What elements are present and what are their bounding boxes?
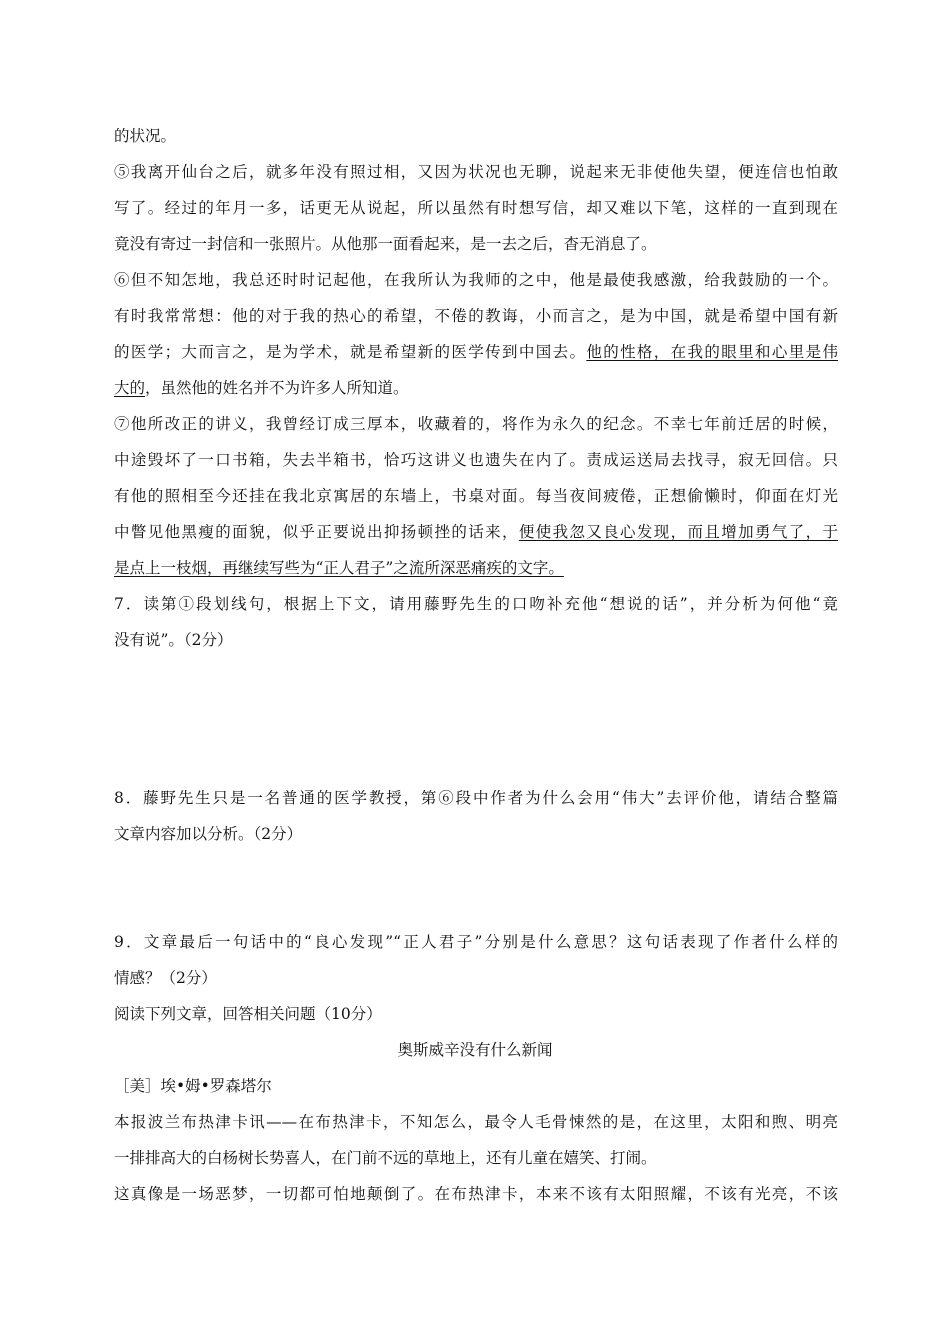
underlined-sentence: 便使我忽又良心发现，而且增加勇气了，于	[518, 523, 838, 541]
paragraph-6-text: 的医学；大而言之，是为学术，就是希望新的医学传到中国去。	[114, 343, 587, 361]
underlined-sentence: 大的	[114, 379, 146, 397]
question-7: 没有说”。（2分）	[114, 631, 233, 649]
reading-instruction: 阅读下列文章，回答相关问题（10分）	[114, 1005, 382, 1023]
question-9: 情感？（2分）	[114, 969, 217, 987]
paragraph-6-line	[114, 377, 409, 399]
paragraph-5-line: ⑤我离开仙台之后，就多年没有照过相，又因为状况也无聊，说起来无非使他失望，便连信也怕敢	[114, 163, 838, 181]
paragraph-7-line	[114, 521, 838, 543]
paragraph-7-text: 中瞥见他黑瘦的面貌，似乎正要说出抑扬顿挫的话来，	[114, 523, 519, 541]
article-paragraph-line: 这真像是一场恶梦，一切都可怕地颠倒了。在布热津卡，本来不该有太阳照耀，不该有光亮，不该	[114, 1185, 838, 1203]
paragraph-7-line	[114, 557, 564, 579]
paragraph-5-line: 竟没有寄过一封信和一张照片。从他那一面看起来，是一去之后，杳无消息了。	[114, 235, 657, 253]
question-8: 文章内容加以分析。（2分）	[114, 825, 303, 843]
paragraph-7-line: 中途毁坏了一口书箱，失去半箱书，恰巧这讲义也遗失在内了。责成运送局去找寻，寂无回信。只	[114, 451, 838, 469]
underlined-sentence: 他的性格，在我的眼里和心里是伟	[586, 343, 838, 361]
paragraph-6-text: ，虽然他的姓名并不为许多人所知道。	[145, 379, 409, 397]
paragraph-6-line	[114, 341, 838, 363]
paragraph-7-line: ⑦他所改正的讲义，我曾经订成三厚本，收藏着的，将作为永久的纪念。不幸七年前迁居的时候，	[114, 415, 838, 433]
article-paragraph-line: 一排排高大的白杨树长势喜人，在门前不远的草地上，还有儿童在嬉笑、打闹。	[114, 1149, 657, 1167]
text-line: 的状况。	[114, 127, 177, 145]
question-8: 8．藤野先生只是一名普通的医学教授，第⑥段中作者为什么会用“伟大”去评价他，请结合整篇	[114, 789, 838, 807]
article-author: ［美］埃•姆•罗森塔尔	[114, 1077, 272, 1095]
paragraph-6-line: ⑥但不知怎地，我总还时时记起他，在我所认为我师的之中，他是最使我感激，给我鼓励的一个。	[114, 271, 838, 289]
underlined-sentence: 是点上一枝烟，再继续写些为“正人君子”之流所深恶痛疾的文字。	[114, 559, 564, 577]
question-7: 7．读第①段划线句，根据上下文，请用藤野先生的口吻补充他“想说的话”，并分析为何他“竟	[114, 595, 838, 613]
question-9: 9．文章最后一句话中的“良心发现”“正人君子”分别是什么意思？这句话表现了作者什么样的	[114, 933, 838, 951]
paragraph-5-line: 写了。经过的年月一多，话更无从说起，所以虽然有时想写信，却又难以下笔，这样的一直到现在	[114, 199, 838, 217]
paragraph-7-line: 有他的照相至今还挂在我北京寓居的东墙上，书桌对面。每当夜间疲倦，正想偷懒时，仰面在灯光	[114, 487, 838, 505]
article-paragraph-line: 本报波兰布热津卡讯——在布热津卡，不知怎么，最令人毛骨悚然的是，在这里，太阳和煦、明亮	[114, 1113, 838, 1131]
paragraph-6-line: 有时我常常想：他的对于我的热心的希望，不倦的教诲，小而言之，是为中国，就是希望中国有新	[114, 307, 838, 325]
article-title: 奥斯威辛没有什么新闻	[397, 1041, 553, 1059]
